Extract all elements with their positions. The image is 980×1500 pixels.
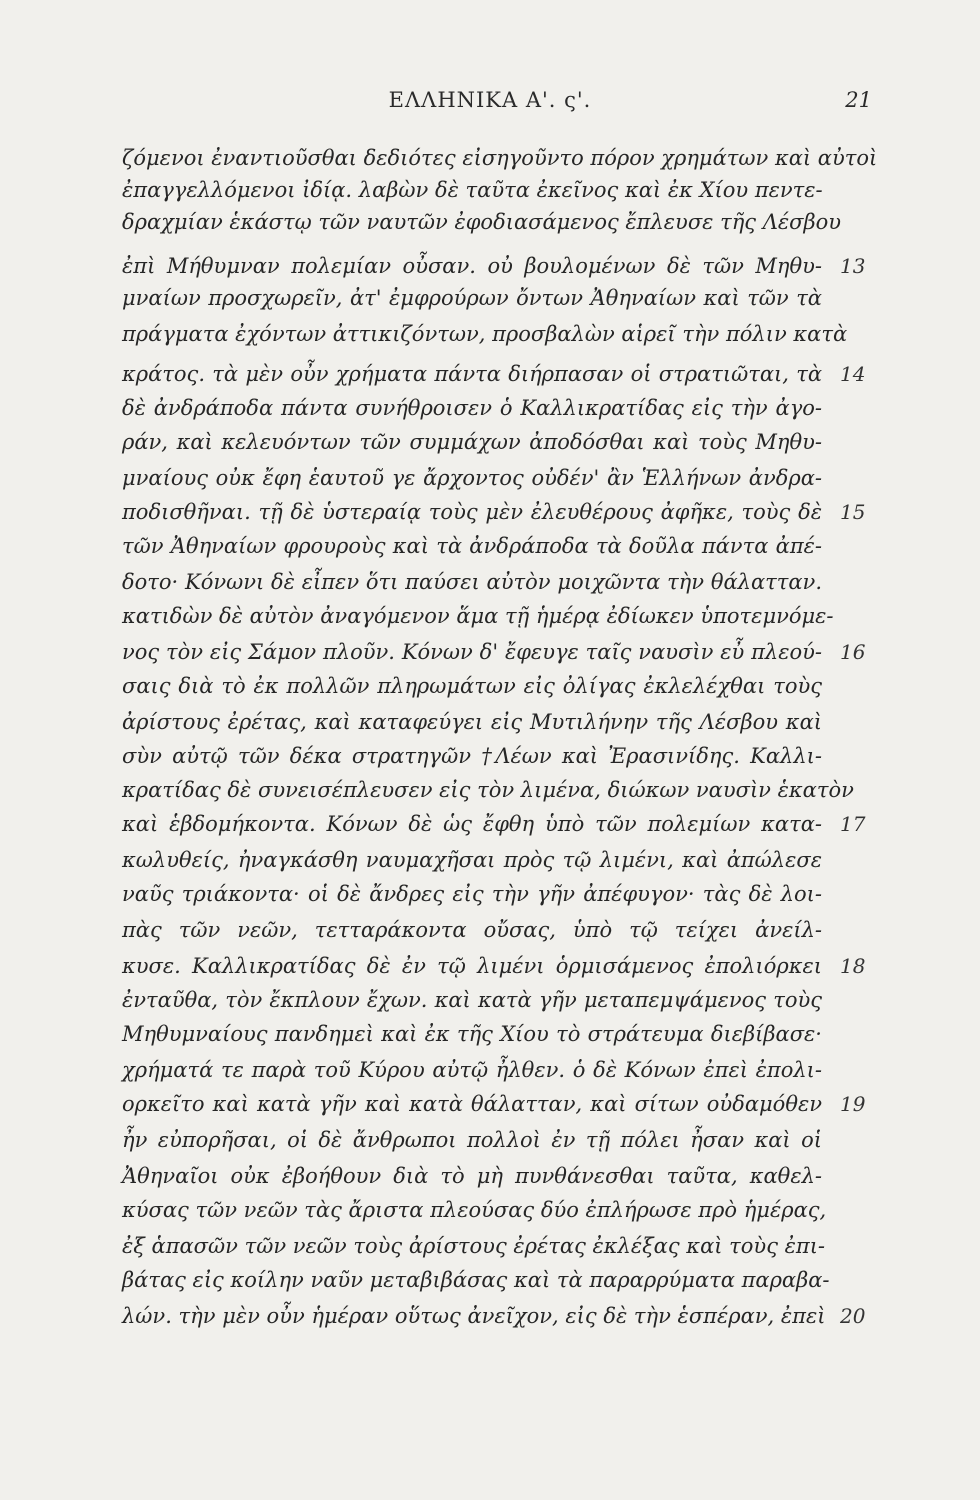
text-line: μναίων προσχωρεῖν, ἀτ' ἐμφρούρων ὄντων Ἀθηναίων καὶ τῶν τὰ xyxy=(122,286,822,310)
text-line: χρήματά τε παρὰ τοῦ Κύρου αὐτῷ ἦλθεν. ὁ δὲ Κόνων ἐπεὶ ἐπολι- xyxy=(122,1058,822,1082)
text-line: σὺν αὐτῷ τῶν δέκα στρατηγῶν †Λέων καὶ Ἐρασινίδης. Καλλι- xyxy=(122,744,822,768)
text-line: δραχμίαν ἑκάστῳ τῶν ναυτῶν ἐφοδιασάμενος ἔπλευσε τῆς Λέσβου xyxy=(122,210,842,234)
text-line: ἦν εὐπορῆσαι, οἱ δὲ ἄνθρωποι πολλοὶ ἐν τῇ πόλει ἦσαν καὶ οἱ xyxy=(122,1128,822,1152)
text-line: μναίους οὐκ ἔφη ἑαυτοῦ γε ἄρχοντος οὐδέν' ἂν Ἑλλήνων ἀνδρα- xyxy=(122,466,822,490)
text-line: κατιδὼν δὲ αὐτὸν ἀναγόμενον ἅμα τῇ ἡμέρᾳ ἐδίωκεν ὑποτεμνόμε- xyxy=(122,604,834,628)
section-number: 16 xyxy=(840,640,866,664)
text-line: κράτος. τὰ μὲν οὖν χρήματα πάντα διήρπασαν οἱ στρατιῶται, τὰ xyxy=(122,362,822,386)
running-title: ΕΛΛΗΝΙΚΑ Α'. ς'. xyxy=(388,88,592,112)
section-number: 17 xyxy=(840,812,866,836)
section-number: 20 xyxy=(840,1304,866,1328)
text-line: ράν, καὶ κελευόντων τῶν συμμάχων ἀποδόσθαι καὶ τοὺς Μηθυ- xyxy=(122,430,822,454)
page-number: 21 xyxy=(845,88,872,112)
text-line: καὶ ἑβδομήκοντα. Κόνων δὲ ὡς ἔφθη ὑπὸ τῶν πολεμίων κατα- xyxy=(122,812,822,836)
text-line: κυσε. Καλλικρατίδας δὲ ἐν τῷ λιμένι ὁρμισάμενος ἐπολιόρκει xyxy=(122,954,822,978)
text-line: κωλυθείς, ἠναγκάσθη ναυμαχῆσαι πρὸς τῷ λιμένι, καὶ ἀπώλεσε xyxy=(122,848,822,872)
text-line: ποδισθῆναι. τῇ δὲ ὑστεραίᾳ τοὺς μὲν ἐλευθέρους ἀφῆκε, τοὺς δὲ xyxy=(122,500,822,524)
text-line: ἐπὶ Μήθυμναν πολεμίαν οὖσαν. οὐ βουλομένων δὲ τῶν Μηθυ- xyxy=(122,254,822,278)
text-line: ἀρίστους ἐρέτας, καὶ καταφεύγει εἰς Μυτιλήνην τῆς Λέσβου καὶ xyxy=(122,710,822,734)
section-number: 18 xyxy=(840,954,866,978)
text-line: δὲ ἀνδράποδα πάντα συνήθροισεν ὁ Καλλικρατίδας εἰς τὴν ἀγο- xyxy=(122,396,822,420)
text-line: ζόμενοι ἐναντιοῦσθαι δεδιότες εἰσηγοῦντο πόρον χρημάτων καὶ αὐτοὶ xyxy=(122,146,878,170)
text-line: ἐξ ἁπασῶν τῶν νεῶν τοὺς ἀρίστους ἐρέτας ἐκλέξας καὶ τοὺς ἐπι- xyxy=(122,1234,826,1258)
text-line: Μηθυμναίους πανδημεὶ καὶ ἐκ τῆς Χίου τὸ στράτευμα διεβίβασε· xyxy=(122,1022,822,1046)
text-line: ορκεῖτο καὶ κατὰ γῆν καὶ κατὰ θάλατταν, καὶ σίτων οὐδαμόθεν xyxy=(122,1092,822,1116)
section-number: 15 xyxy=(840,500,866,524)
text-line: τῶν Ἀθηναίων φρουροὺς καὶ τὰ ἀνδράποδα τὰ δοῦλα πάντα ἀπέ- xyxy=(122,534,822,558)
text-line: σαις διὰ τὸ ἐκ πολλῶν πληρωμάτων εἰς ὀλίγας ἐκλελέχθαι τοὺς xyxy=(122,674,822,698)
text-line: ναῦς τριάκοντα· οἱ δὲ ἄνδρες εἰς τὴν γῆν ἀπέφυγον· τὰς δὲ λοι- xyxy=(122,882,822,906)
text-line: κρατίδας δὲ συνεισέπλευσεν εἰς τὸν λιμένα, διώκων ναυσὶν ἑκατὸν xyxy=(122,778,854,802)
section-number: 13 xyxy=(840,254,866,278)
text-line: ἐνταῦθα, τὸν ἔκπλουν ἔχων. καὶ κατὰ γῆν μεταπεμψάμενος τοὺς xyxy=(122,988,822,1012)
text-line: κύσας τῶν νεῶν τὰς ἄριστα πλεούσας δύο ἐπλήρωσε πρὸ ἡμέρας, xyxy=(122,1198,827,1222)
section-number: 14 xyxy=(840,362,866,386)
text-line: λών. τὴν μὲν οὖν ἡμέραν οὕτως ἀνεῖχον, εἰς δὲ τὴν ἑσπέραν, ἐπεὶ xyxy=(122,1304,826,1328)
text-line: πὰς τῶν νεῶν, τετταράκοντα οὔσας, ὑπὸ τῷ τείχει ἀνείλ- xyxy=(122,918,822,942)
text-line: βάτας εἰς κοίλην ναῦν μεταβιβάσας καὶ τὰ παραρρύματα παραβα- xyxy=(122,1268,830,1292)
section-number: 19 xyxy=(840,1092,866,1116)
text-line: νος τὸν εἰς Σάμον πλοῦν. Κόνων δ' ἔφευγε ταῖς ναυσὶν εὖ πλεού- xyxy=(122,640,822,664)
text-line: πράγματα ἐχόντων ἀττικιζόντων, προσβαλὼν αἱρεῖ τὴν πόλιν κατὰ xyxy=(122,322,848,346)
text-line: Ἀθηναῖοι οὐκ ἐβοήθουν διὰ τὸ μὴ πυνθάνεσθαι ταῦτα, καθελ- xyxy=(122,1164,822,1188)
text-line: δοτο· Κόνωνι δὲ εἶπεν ὅτι παύσει αὐτὸν μοιχῶντα τὴν θάλατταν. xyxy=(122,570,822,594)
text-line: ἐπαγγελλόμενοι ἰδίᾳ. λαβὼν δὲ ταῦτα ἐκεῖνος καὶ ἐκ Χίου πεντε- xyxy=(122,178,823,202)
